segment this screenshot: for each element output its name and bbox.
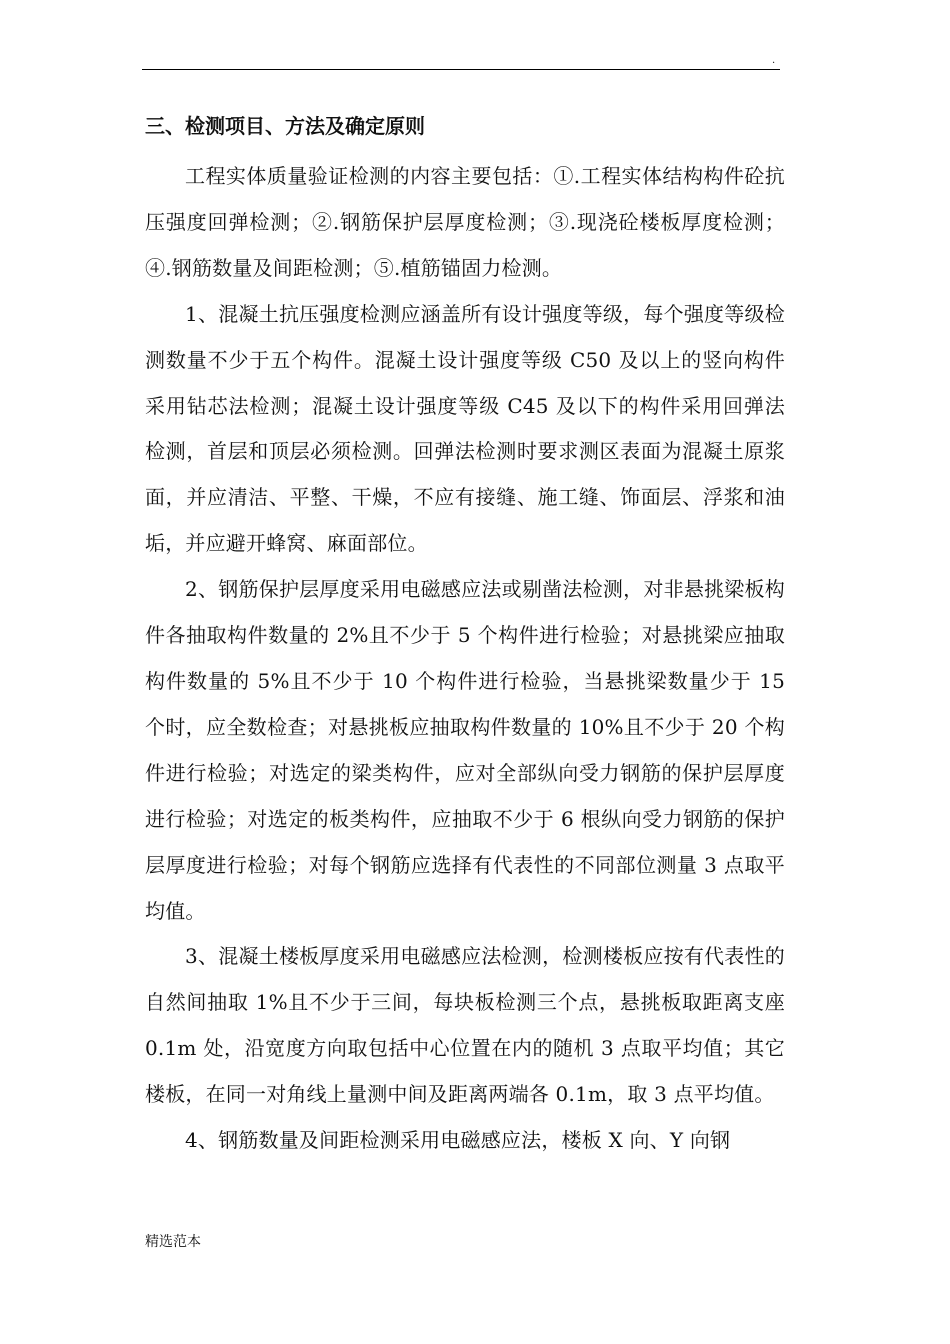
item-2-paragraph: 2、钢筋保护层厚度采用电磁感应法或剔凿法检测，对非悬挑梁板构件各抽取构件数量的 2%且不少于 5 个构件进行检验；对悬挑梁应抽取构件数量的 5%且不少于 10 个构件进行检验，当悬挑梁数量少于 15 个时，应全数检查；对悬挑板应抽取构件数量的 10%且不少于 20 个构件进行检验；对选定的梁类构件，应对全部纵向受力钢筋的保护层厚度进行检验；对选定的板类构件，应抽取不少于 6 根纵向受力钢筋的保护层厚度进行检验；对每个钢筋应选择有代表性的不同部位测量 3 点取平均值。 [145, 577, 785, 923]
section-heading: 三、检测项目、方法及确定原则 [145, 114, 425, 138]
item-3-paragraph: 3、混凝土楼板厚度采用电磁感应法检测，检测楼板应按有代表性的自然间抽取 1%且不少于三间，每块板检测三个点，悬挑板取距离支座 0.1m 处，沿宽度方向取包括中心位置在内的随机 3 点取平均值；其它楼板，在同一对角线上量测中间及距离两端各 0.1m，取 3 点平均值。 [145, 944, 785, 1107]
intro-paragraph: 工程实体质量验证检测的内容主要包括：①.工程实体结构构件砼抗压强度回弹检测；②.钢筋保护层厚度检测；③.现浇砼楼板厚度检测；④.钢筋数量及间距检测；⑤.植筋锚固力检测。 [145, 164, 785, 280]
item-4-paragraph: 4、钢筋数量及间距检测采用电磁感应法，楼板 X 向、Y 向钢 [185, 1128, 731, 1153]
item-1-paragraph: 1、混凝土抗压强度检测应涵盖所有设计强度等级，每个强度等级检测数量不少于五个构件。混凝土设计强度等级 C50 及以上的竖向构件采用钻芯法检测；混凝土设计强度等级 C45 及以下的构件采用回弹法检测，首层和顶层必须检测。回弹法检测时要求测区表面为混凝土原浆面，并应清洁、平整、干燥，不应有接缝、施工缝、饰面层、浮浆和油垢，并应避开蜂窝、麻面部位。 [145, 301, 785, 556]
header-mark: . [772, 55, 776, 66]
header-rule [142, 69, 780, 70]
footer-label: 精选范本 [145, 1234, 201, 1250]
document-body [145, 108, 785, 1164]
